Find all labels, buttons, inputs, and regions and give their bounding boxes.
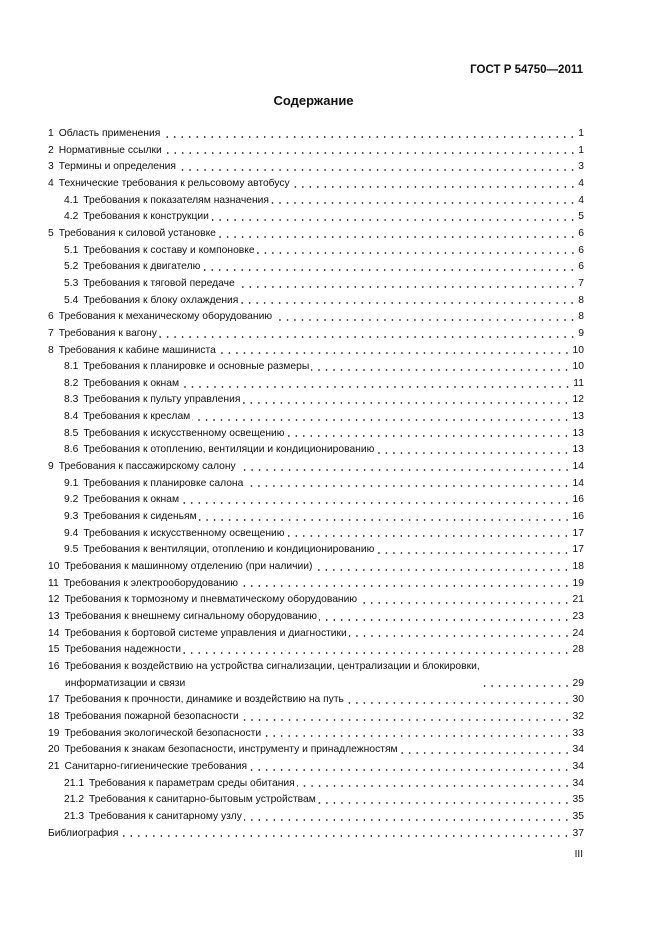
toc-entry-text-continued: информатизации и связи <box>65 677 186 689</box>
toc-entry-number: 10 <box>48 561 60 573</box>
dot-leader <box>242 401 570 405</box>
dot-leader <box>241 718 571 722</box>
toc-entry[interactable] <box>48 393 584 410</box>
toc-entry-text: Требования к силовой установке <box>58 227 216 239</box>
toc-entry[interactable] <box>48 126 584 143</box>
toc-entry-title <box>48 659 480 692</box>
toc-entry-title <box>64 193 269 210</box>
toc-entry-number: 4.1 <box>64 194 79 206</box>
toc-entry-page: 11 <box>573 377 584 389</box>
dot-leader <box>192 418 570 422</box>
toc-entry[interactable] <box>48 359 584 376</box>
toc-entry-number: 21 <box>48 760 60 772</box>
toc-entry-number: 4.2 <box>64 211 79 223</box>
toc-entry-number: 19 <box>48 727 60 739</box>
toc-entry-text: Требования к вагону <box>58 327 157 339</box>
toc-entry-title <box>48 642 181 659</box>
toc-entry-title <box>64 542 374 559</box>
toc-entry-title <box>48 726 261 743</box>
toc-entry-number: 18 <box>48 710 60 722</box>
toc-entry-text: Нормативные ссылки <box>58 144 162 156</box>
toc-entry-text: Требования пожарной безопасности <box>64 710 239 722</box>
toc-entry-page: 14 <box>572 477 584 489</box>
toc-entry[interactable] <box>48 459 584 476</box>
toc-entry-number: 13 <box>48 611 60 623</box>
toc-entry-page: 14 <box>572 461 584 473</box>
toc-entry[interactable] <box>48 659 584 692</box>
toc-entry-page: 4 <box>578 194 584 206</box>
toc-entry-number: 5.3 <box>64 277 79 289</box>
toc-entry-number: 1 <box>48 127 54 139</box>
toc-entry-page: 17 <box>572 544 584 556</box>
dot-leader <box>274 318 576 322</box>
toc-entry[interactable] <box>48 226 584 243</box>
dot-leader <box>120 834 570 838</box>
toc-entry-number: 8.6 <box>64 444 79 456</box>
toc-entry[interactable] <box>48 376 584 393</box>
toc-entry-text: Требования к планировке и основные размеры <box>83 361 310 373</box>
toc-entry[interactable] <box>48 193 584 210</box>
toc-entry[interactable] <box>48 592 584 609</box>
toc-entry-title <box>48 759 247 776</box>
toc-entry-number: 6 <box>48 311 54 323</box>
page-number: III <box>574 849 583 860</box>
toc-entry-text: Требования экологической безопасности <box>64 727 262 739</box>
toc-entry-title <box>64 259 200 276</box>
toc-entry[interactable] <box>48 209 584 226</box>
toc-entry[interactable] <box>48 792 584 809</box>
toc-entry-page: 34 <box>572 744 584 756</box>
dot-leader <box>318 801 571 805</box>
dot-leader <box>211 218 576 222</box>
toc-entry-text: Требования к креслам <box>83 411 191 423</box>
toc-entry-text: Требования к показателям назначения <box>83 194 270 206</box>
toc-entry-page: 28 <box>572 644 584 656</box>
toc-entry-title <box>48 692 344 709</box>
toc-entry-number: 8 <box>48 344 54 356</box>
dot-leader <box>349 634 571 638</box>
dot-leader <box>359 601 570 605</box>
toc-entry-page: 1 <box>578 127 584 139</box>
toc-entry-number: 5.4 <box>64 294 79 306</box>
toc-entry-page: 32 <box>572 710 584 722</box>
toc-entry-text: Требования к вентиляции, отоплению и кондиционированию <box>83 544 375 556</box>
dot-leader <box>178 168 576 172</box>
toc-entry-title <box>48 592 357 609</box>
toc-entry-text: Требования к прочности, динамике и воздействию на путь <box>64 694 344 706</box>
dot-leader <box>183 651 570 655</box>
toc-entry-title <box>64 243 255 260</box>
toc-entry-title <box>48 459 236 476</box>
toc-entry-number: 9.4 <box>64 527 79 539</box>
toc-entry-text: Требования к санитарно-бытовым устройствам <box>89 794 316 806</box>
toc-entry-text: Требования к знакам безопасности, инструменту и принадлежностям <box>64 744 398 756</box>
dot-leader <box>297 784 571 788</box>
dot-leader <box>181 385 571 389</box>
toc-entry-title <box>64 476 243 493</box>
toc-entry-title <box>64 526 284 543</box>
toc-entry-number: 9.2 <box>64 494 79 506</box>
toc-entry-title <box>48 626 347 643</box>
dot-leader <box>237 285 577 289</box>
toc-entry-page: 17 <box>572 527 584 539</box>
toc-entry-page: 8 <box>578 311 584 323</box>
toc-entry-title <box>48 826 118 843</box>
toc-entry-page: 6 <box>578 261 584 273</box>
dot-leader <box>218 351 571 355</box>
toc-entry[interactable] <box>48 293 584 310</box>
dot-leader <box>311 368 570 372</box>
toc-entry[interactable] <box>48 759 584 776</box>
toc-entry-number: 15 <box>48 644 60 656</box>
dot-leader <box>346 701 571 705</box>
toc-entry-title <box>64 509 197 526</box>
toc-entry-page: 13 <box>572 411 584 423</box>
toc-entry[interactable] <box>48 692 584 709</box>
dot-leader <box>271 201 576 205</box>
toc-entry-text: Библиография <box>48 827 119 839</box>
toc-entry-text: Требования к сиденьям <box>83 511 197 523</box>
dot-leader <box>245 484 570 488</box>
toc-entry-title <box>64 293 238 310</box>
dot-leader <box>240 584 571 588</box>
toc-entry-text: Требования надежности <box>64 644 182 656</box>
toc-entry-title <box>64 792 316 809</box>
toc-entry-number: 9 <box>48 461 54 473</box>
toc-entry-text: Требования к электрооборудованию <box>63 577 238 589</box>
toc-entry-number: 14 <box>48 627 60 639</box>
toc-entry-page: 1 <box>578 144 584 156</box>
toc-entry-text: Требования к отоплению, вентиляции и кондиционированию <box>83 444 375 456</box>
dot-leader <box>376 451 570 455</box>
toc-entry-title <box>48 226 216 243</box>
toc-entry-number: 5.2 <box>64 261 79 273</box>
toc-entry-text: Требования к параметрам среды обитания <box>89 777 295 789</box>
toc-entry[interactable] <box>48 426 584 443</box>
toc-entry-page: 35 <box>572 810 584 822</box>
toc-entry-number: 7 <box>48 327 54 339</box>
toc-entry-page: 3 <box>578 161 584 173</box>
toc-entry-page: 24 <box>572 627 584 639</box>
toc-entry-title <box>48 709 239 726</box>
toc-entry-title <box>64 209 209 226</box>
dot-leader <box>482 684 571 688</box>
toc-entry-number: 5.1 <box>64 244 79 256</box>
toc-entry-title <box>48 609 317 626</box>
toc-entry[interactable] <box>48 159 584 176</box>
toc-entry[interactable] <box>48 576 584 593</box>
toc-entry-title <box>64 359 309 376</box>
dot-leader <box>199 518 571 522</box>
toc-entry[interactable] <box>48 542 584 559</box>
toc-entry[interactable] <box>48 309 584 326</box>
toc-entry-title <box>48 559 312 576</box>
toc-entry-page: 30 <box>572 694 584 706</box>
dot-leader <box>314 568 570 572</box>
toc-entry-page: 13 <box>572 444 584 456</box>
toc-entry-text: Требования к тяговой передаче <box>83 277 235 289</box>
toc-entry-page: 4 <box>578 177 584 189</box>
toc-entry[interactable] <box>48 326 584 343</box>
toc-entry-text: Требования к конструкции <box>83 211 209 223</box>
toc-entry-page: 37 <box>572 827 584 839</box>
toc-entry-title <box>64 376 179 393</box>
toc-entry-title <box>64 392 240 409</box>
toc-entry-text: Требования к воздействию на устройства сигнализации, централизации и блокировки, <box>64 660 480 672</box>
toc-entry[interactable] <box>48 442 584 459</box>
toc-entry-title <box>48 143 162 160</box>
toc-entry[interactable] <box>48 259 584 276</box>
toc-entry[interactable] <box>48 559 584 576</box>
toc-entry-page: 35 <box>572 794 584 806</box>
toc-entry-text: Требования к пульту управления <box>83 394 241 406</box>
toc-entry-text: Термины и определения <box>58 161 176 173</box>
toc-entry-number: 20 <box>48 744 60 756</box>
toc-entry-number: 2 <box>48 144 54 156</box>
dot-leader <box>286 534 570 538</box>
toc-entry[interactable] <box>48 809 584 826</box>
toc-entry[interactable] <box>48 826 584 843</box>
dot-leader <box>181 501 570 505</box>
toc-entry-number: 9.5 <box>64 544 79 556</box>
toc-entry-page: 6 <box>578 244 584 256</box>
toc-entry-text: Требования к пассажирскому салону <box>58 461 236 473</box>
dot-leader <box>164 151 576 155</box>
dot-leader <box>240 301 576 305</box>
toc-entry-title <box>48 159 176 176</box>
toc-entry[interactable] <box>48 742 584 759</box>
dot-leader <box>249 768 570 772</box>
toc-entry-text: Требования к двигателю <box>83 261 201 273</box>
toc-entry[interactable] <box>48 509 584 526</box>
toc-entry-number: 21.3 <box>64 810 85 822</box>
toc-entry-number: 4 <box>48 177 54 189</box>
toc-entry-page: 10 <box>572 344 584 356</box>
toc-entry-page: 16 <box>572 511 584 523</box>
page-title: Содержание <box>273 93 354 108</box>
toc-entry-title <box>48 343 216 360</box>
toc-entry-number: 17 <box>48 694 60 706</box>
toc-entry-page: 16 <box>572 494 584 506</box>
toc-entry-page: 33 <box>572 727 584 739</box>
toc-entry[interactable] <box>48 526 584 543</box>
dot-leader <box>238 468 571 472</box>
dot-leader <box>376 551 570 555</box>
toc-entry-number: 3 <box>48 161 54 173</box>
toc-entry-title <box>48 326 157 343</box>
toc-entry-number: 5 <box>48 227 54 239</box>
toc-entry-text: Технические требования к рельсовому автобусу <box>58 177 290 189</box>
toc-entry-text: Требования к механическому оборудованию <box>58 311 273 323</box>
toc-entry-text: Требования к тормозному и пневматическому оборудованию <box>64 594 358 606</box>
toc-entry-number: 8.2 <box>64 377 79 389</box>
dot-leader <box>286 434 570 438</box>
toc-entry-text: Требования к блоку охлаждения <box>83 294 239 306</box>
dot-leader <box>244 818 571 822</box>
dot-leader <box>257 251 577 255</box>
toc-entry-title <box>64 276 235 293</box>
dot-leader <box>263 734 570 738</box>
toc-entry-number: 9.1 <box>64 477 79 489</box>
toc-entry[interactable] <box>48 492 584 509</box>
toc-entry-text: Санитарно-гигиенические требования <box>64 760 248 772</box>
toc-entry[interactable] <box>48 276 584 293</box>
toc-entry-page: 7 <box>578 277 584 289</box>
toc-entry-page: 5 <box>578 211 584 223</box>
toc-entry-text: Требования к окнам <box>83 377 180 389</box>
toc-entry-page: 13 <box>572 427 584 439</box>
toc-entry-title <box>64 492 179 509</box>
toc-entry-page: 10 <box>572 361 584 373</box>
toc-entry-page: 19 <box>572 577 584 589</box>
toc-entry-number: 8.4 <box>64 411 79 423</box>
dot-leader <box>162 135 576 139</box>
toc-entry-title <box>64 442 374 459</box>
dot-leader <box>319 618 571 622</box>
dot-leader <box>292 185 577 189</box>
toc-entry-title <box>48 742 398 759</box>
toc-entry-number: 8.5 <box>64 427 79 439</box>
toc-entry[interactable] <box>48 726 584 743</box>
dot-leader <box>159 335 576 339</box>
toc-entry-text: Требования к внешнему сигнальному оборудованию <box>64 611 318 623</box>
dot-leader <box>218 235 576 239</box>
toc-entry-text: Требования к окнам <box>83 494 180 506</box>
toc-entry-title <box>64 409 190 426</box>
toc-entry-page: 29 <box>572 677 584 689</box>
toc-entry-title <box>48 176 290 193</box>
toc-entry-number: 21.2 <box>64 794 85 806</box>
toc-entry-number: 9.3 <box>64 511 79 523</box>
toc-entry[interactable] <box>48 609 584 626</box>
toc-entry-text: Требования к бортовой системе управления и диагностики <box>64 627 347 639</box>
toc-entry-page: 34 <box>572 760 584 772</box>
toc-entry-text: Требования к составу и компоновке <box>83 244 255 256</box>
toc-entry-text: Требования к санитарному узлу <box>89 810 242 822</box>
toc-entry[interactable] <box>48 176 584 193</box>
toc-entry-title <box>64 809 242 826</box>
toc-entry-text: Требования к кабине машиниста <box>58 344 216 356</box>
toc-entry-number: 21.1 <box>64 777 85 789</box>
dot-leader <box>400 751 571 755</box>
toc-entry-number: 8.1 <box>64 361 79 373</box>
table-of-contents <box>48 126 584 842</box>
toc-entry-number: 12 <box>48 594 60 606</box>
toc-entry-number: 8.3 <box>64 394 79 406</box>
toc-entry-page: 12 <box>572 394 584 406</box>
toc-entry-title <box>64 776 295 793</box>
toc-entry-page: 23 <box>572 611 584 623</box>
dot-leader <box>202 268 576 272</box>
toc-entry-title <box>48 576 238 593</box>
toc-entry[interactable] <box>48 776 584 793</box>
toc-entry[interactable] <box>48 143 584 160</box>
toc-entry-page: 8 <box>578 294 584 306</box>
toc-entry-text: Требования к машинному отделению (при наличии) <box>64 561 313 573</box>
toc-entry[interactable] <box>48 343 584 360</box>
toc-entry-text: Область применения <box>58 127 161 139</box>
toc-entry-page: 9 <box>578 327 584 339</box>
toc-entry-page: 34 <box>572 777 584 789</box>
toc-entry-page: 18 <box>572 561 584 573</box>
toc-entry[interactable] <box>48 243 584 260</box>
toc-entry-page: 21 <box>572 594 584 606</box>
toc-entry-text: Требования к искусственному освещению <box>83 427 285 439</box>
toc-entry-number: 16 <box>48 660 60 672</box>
toc-entry[interactable] <box>48 409 584 426</box>
toc-entry[interactable] <box>48 476 584 493</box>
toc-entry-title <box>64 426 284 443</box>
toc-entry[interactable] <box>48 626 584 643</box>
document-id-header: ГОСТ Р 54750—2011 <box>470 64 583 76</box>
toc-entry-page: 6 <box>578 227 584 239</box>
toc-entry[interactable] <box>48 709 584 726</box>
toc-entry-title <box>48 309 272 326</box>
toc-entry-title <box>48 126 160 143</box>
toc-entry-text: Требования к планировке салона <box>83 477 244 489</box>
toc-entry[interactable] <box>48 642 584 659</box>
toc-entry-number: 11 <box>48 577 59 589</box>
toc-entry-text: Требования к искусственному освещению <box>83 527 285 539</box>
